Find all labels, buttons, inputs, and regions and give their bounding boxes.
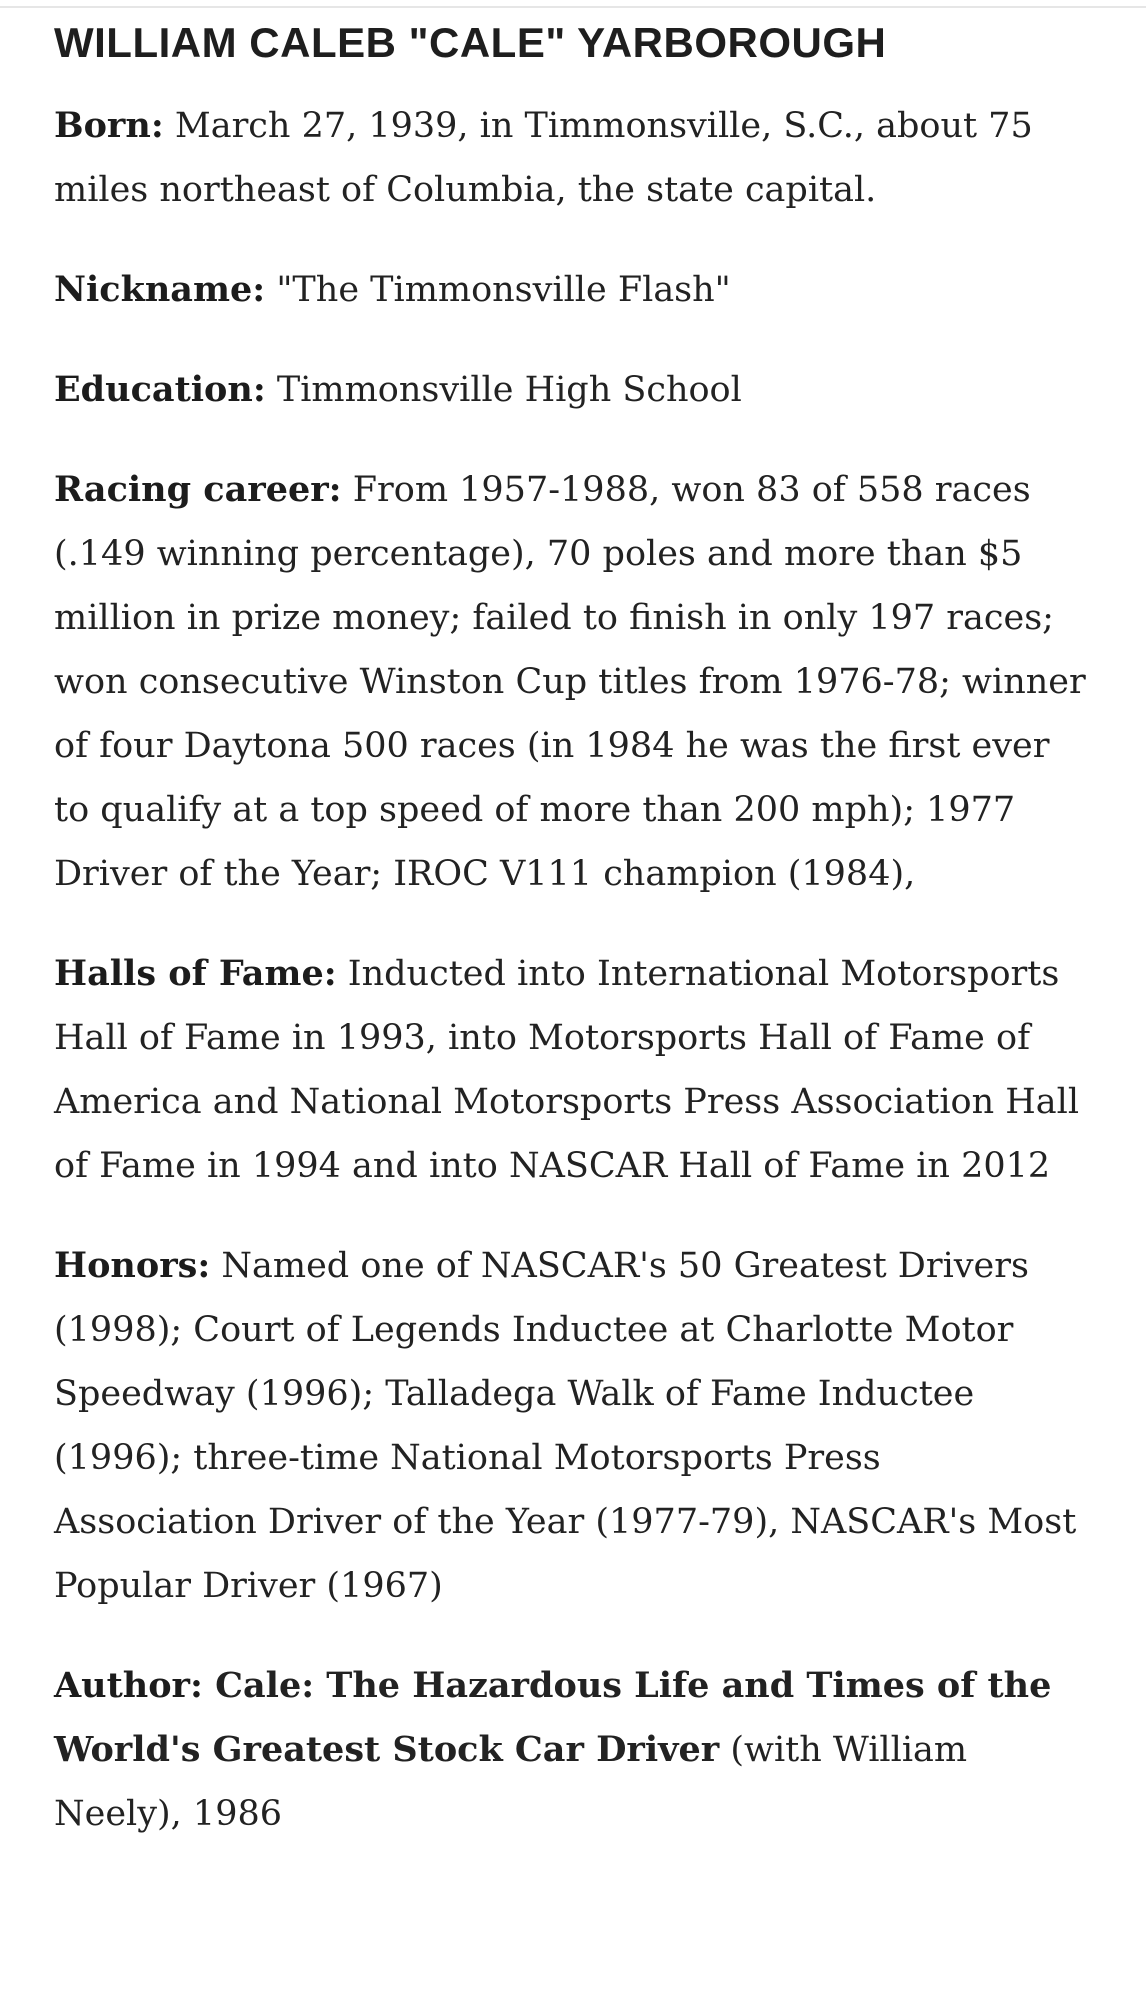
fact-value: "The Timmonsville Flash": [265, 270, 731, 310]
fact-value: Named one of NASCAR's 50 Greatest Drivers (1998); Court of Legends Inductee at Charlotte Motor Speedway (1996); Talladega Walk of Fame Inductee (1996); three-time National Motorsports Press Association Driver of the Year (1977-79), NASCAR's Most Popular Driver (1967): [54, 1246, 1077, 1606]
fact-honors: [54, 1234, 1094, 1618]
fact-label: Author:: [54, 1665, 203, 1706]
fact-value: From 1957-1988, won 83 of 558 races (.149 winning percentage), 70 poles and more than $5 million in prize money; failed to finish in only 197 races; won consecutive Winston Cup titles from 1976-78; winner of four Daytona 500 races (in 1984 he was the first ever to qualify at a top speed of more than 200 mph); 1977 Driver of the Year; IROC V111 champion (1984),: [54, 470, 1086, 894]
fact-label: Honors:: [54, 1245, 211, 1286]
fact-value: Timmonsville High School: [265, 370, 742, 410]
book-title: Cale: The Hazardous Life and Times of the World's Greatest Stock Car Driver: [54, 1665, 1052, 1770]
fact-racing-career: [54, 458, 1094, 906]
fact-nickname: [54, 258, 1094, 322]
fact-value: (with William Neely), 1986: [54, 1730, 968, 1834]
fact-label: Born:: [54, 105, 164, 146]
fact-label: Education:: [54, 369, 266, 410]
fact-label: Halls of Fame:: [54, 953, 337, 994]
fact-education: [54, 358, 1094, 422]
top-divider: [0, 6, 1146, 8]
fact-author: [54, 1654, 1094, 1846]
fact-value: March 27, 1939, in Timmonsville, S.C., about 75 miles northeast of Columbia, the state capital.: [54, 106, 1033, 210]
fact-value: Inducted into International Motorsports Hall of Fame in 1993, into Motorsports Hall of Fame of America and National Motorsports Press Association Hall of Fame in 1994 and into NASCAR Hall of Fame in 2012: [54, 954, 1080, 1186]
biography-article: [54, 18, 1094, 1882]
fact-born: [54, 94, 1094, 222]
fact-halls-of-fame: [54, 942, 1094, 1198]
article-title: WILLIAM CALEB "CALE" YARBOROUGH: [54, 19, 887, 66]
fact-label: Racing career:: [54, 469, 342, 510]
fact-label: Nickname:: [54, 269, 266, 310]
